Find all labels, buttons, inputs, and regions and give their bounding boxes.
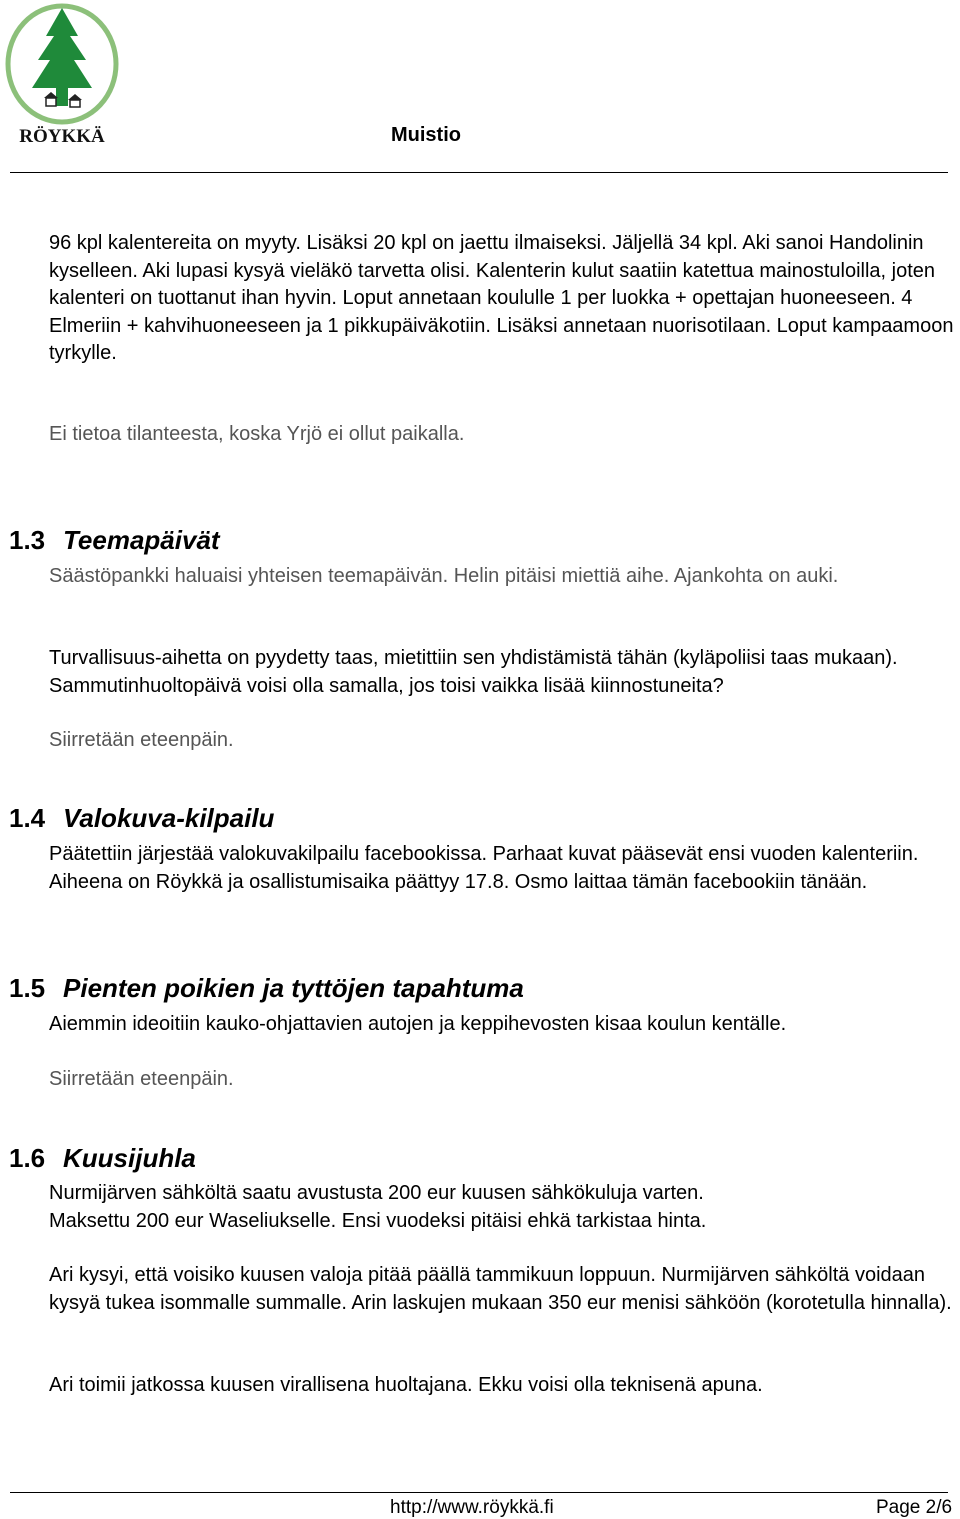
section-number: 1.5 bbox=[9, 973, 46, 1003]
section-title: Kuusijuhla bbox=[63, 1143, 196, 1173]
s15-paragraph-1: Aiemmin ideoitiin kauko-ohjattavien autojen ja keppihevosten kisaa koulun kentälle. bbox=[49, 1013, 787, 1035]
page-header bbox=[0, 0, 960, 176]
s14-paragraph-1: Päätettiin järjestää valokuvakilpailu facebookissa. Parhaat kuvat pääsevät ensi vuoden kalenteriin. Aiheena on Röykkä ja osallistumisaika päättyy 17.8. Osmo laittaa tämän facebookiin tänään. bbox=[49, 843, 919, 893]
section-number: 1.6 bbox=[9, 1143, 46, 1173]
section-title: Teemapäivät bbox=[63, 525, 220, 555]
s13-paragraph-3: Siirretään eteenpäin. bbox=[49, 729, 234, 751]
s15-paragraph-2: Siirretään eteenpäin. bbox=[49, 1068, 234, 1090]
section-title: Valokuva-kilpailu bbox=[63, 803, 275, 833]
royka-logo bbox=[2, 2, 120, 152]
section-heading-1-6 bbox=[9, 1143, 196, 1173]
footer-divider bbox=[10, 1492, 948, 1493]
section-title: Pienten poikien ja tyttöjen tapahtuma bbox=[63, 973, 524, 1003]
page-number: Page 2/6 bbox=[876, 1497, 953, 1518]
s16-paragraph-1b: Maksettu 200 eur Waseliukselle. Ensi vuodeksi pitäisi ehkä tarkistaa hinta. bbox=[49, 1210, 707, 1232]
intro-paragraph-1: 96 kpl kalentereita on myyty. Lisäksi 20 kpl on jaettu ilmaiseksi. Jäljellä 34 kpl. Aki sanoi Handolinin kyselleen. Aki lupasi kysyä vieläkö tarvetta olisi. Kalenterin kulut saatiin katettua mainostuloilla, joten kalenteri on tuottanut ihan hyvin. Loput annetaan koululle 1 per luokka + opettajan huoneeseen. 4 Elmeriin + kahvihuoneeseen ja 1 pikkupäiväkotiin. Lisäksi annetaan nuorisotilaan. Loput kampaamoon tyrkylle. bbox=[49, 232, 954, 364]
s16-paragraph-3: Ari toimii jatkossa kuusen virallisena huoltajana. Ekku voisi olla teknisenä apuna. bbox=[49, 1374, 763, 1396]
section-heading-1-5 bbox=[9, 973, 524, 1003]
logo-text: RÖYKKÄ bbox=[19, 126, 105, 147]
section-number: 1.4 bbox=[9, 803, 46, 833]
intro-paragraph-2: Ei tietoa tilanteesta, koska Yrjö ei ollut paikalla. bbox=[49, 423, 465, 445]
s13-paragraph-1: Säästöpankki haluaisi yhteisen teemapäivän. Helin pitäisi miettiä aihe. Ajankohta on auki. bbox=[49, 565, 839, 587]
s16-paragraph-1a: Nurmijärven sähköltä saatu avustusta 200 eur kuusen sähkökuluja varten. bbox=[49, 1182, 704, 1204]
page-footer bbox=[0, 1488, 960, 1519]
document-title: Muistio bbox=[391, 124, 461, 146]
section-heading-1-4 bbox=[9, 803, 274, 833]
section-number: 1.3 bbox=[9, 525, 46, 555]
s13-paragraph-2: Turvallisuus-aihetta on pyydetty taas, mietittiin sen yhdistämistä tähän (kyläpoliisi taas mukaan). Sammutinhuoltopäivä voisi olla samalla, jos toisi vaikka lisää kiinnostuneita? bbox=[49, 647, 898, 697]
header-divider bbox=[10, 172, 948, 173]
footer-url: http://www.röykkä.fi bbox=[390, 1497, 554, 1518]
section-heading-1-3 bbox=[9, 525, 220, 555]
s16-paragraph-2: Ari kysyi, että voisiko kuusen valoja pitää päällä tammikuun loppuun. Nurmijärven sähköltä voidaan kysyä tukea isommalle summalle. Arin laskujen mukaan 350 eur menisi sähköön (korotetulla hinnalla). bbox=[49, 1264, 952, 1314]
